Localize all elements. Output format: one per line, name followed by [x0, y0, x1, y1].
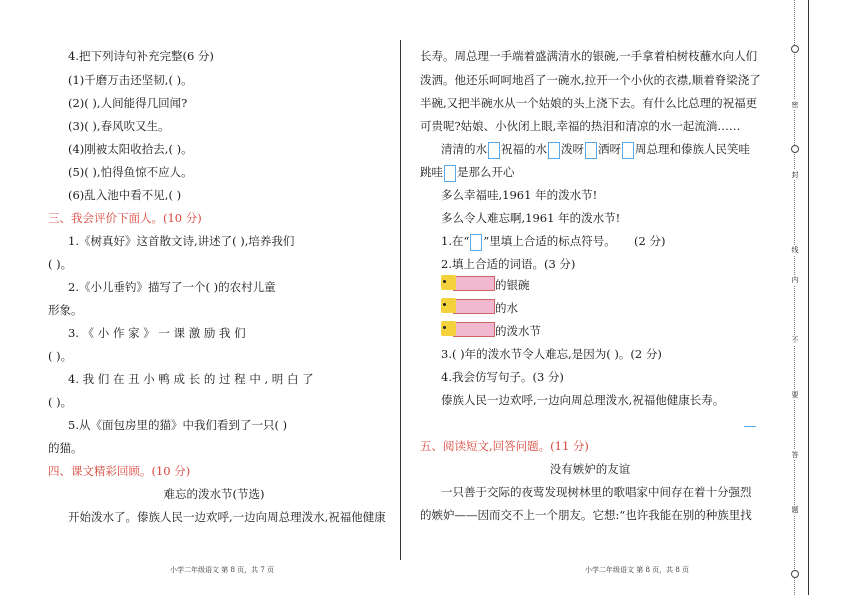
q4-item-6: (6)乱入池中看不见,( ) [68, 188, 182, 202]
sec3-line-2: ( )。 [48, 257, 73, 271]
q1-text: ”里填上合适的标点符号。 [483, 234, 616, 248]
sec3-line-3: 2.《小儿垂钓》描写了一个( )的农村儿童 [68, 280, 276, 294]
answer-line [744, 426, 756, 427]
punct-box[interactable] [444, 165, 456, 182]
para-line-4: 可贵呢?姑娘、小伙闭上眼,幸福的热泪和清凉的水一起流淌…… [420, 119, 741, 133]
binding-char: 答 [791, 451, 799, 459]
q4-item-3: (3)( ),春风吹又生。 [68, 119, 170, 133]
para-line-1: 长寿。周总理一手端着盛满清水的银碗,一手拿着柏树枝蘸水向人们 [420, 49, 758, 63]
punct-box[interactable] [548, 142, 560, 159]
para-line-3: 半碗,又把半碗水从一个姑娘的头上浇下去。有什么比总理的祝福更 [420, 96, 758, 110]
fill-part: 泼呀 [561, 142, 584, 156]
fill-line-1 [441, 141, 750, 159]
q4-item-4: (4)刚被太阳收拾去,( )。 [68, 142, 193, 156]
question-3: 3.( )年的泼水节令人难忘,是因为( )。(2 分) [441, 347, 662, 361]
story-title: 没有嫉妒的友谊 [549, 462, 631, 476]
binding-char: 不 [791, 336, 799, 344]
sec3-line-5: 3. 《 小 作 家 》 一 课 激 励 我 们 [68, 326, 246, 340]
binding-char: 内 [791, 276, 799, 284]
binding-char: 题 [791, 506, 799, 514]
q4-title: 4.把下列诗句补充完整(6 分) [68, 49, 214, 63]
binding-char: 密 [791, 101, 799, 109]
binding-hole-icon [791, 45, 799, 53]
fill-part: 祝福的水 [501, 142, 547, 156]
footer-right: 小学二年级语文 第 8 页，共 8 页 [585, 566, 690, 574]
memorable-line: 多么令人难忘啊,1961 年的泼水节! [441, 211, 621, 225]
tag-icon [441, 298, 456, 313]
q1-score: (2 分) [634, 234, 666, 248]
passage-line: 开始泼水了。傣族人民一边欢呼,一边向周总理泼水,祝福他健康 [68, 510, 386, 524]
q2-item-3: 的泼水节 [495, 324, 541, 338]
question-2: 2.填上合适的词语。(3 分) [441, 257, 576, 271]
binding-char: 要 [791, 391, 799, 399]
fill-part: 是那么开心 [457, 165, 515, 179]
sec3-line-6: ( )。 [48, 349, 73, 363]
sec3-line-1: 1.《树真好》这首散文诗,讲述了( ),培养我们 [68, 234, 295, 248]
word-tag-1[interactable] [441, 275, 493, 290]
punct-box[interactable] [470, 234, 482, 251]
binding-hole-icon [791, 145, 799, 153]
binding-char: 封 [791, 171, 799, 179]
q4-item-2: (2)( ),人间能得几回闻? [68, 96, 188, 110]
q4-item-5: (5)( ),怕得鱼惊不应人。 [68, 165, 193, 179]
sec3-line-7: 4. 我 们 在 丑 小 鸭 成 长 的 过 程 中 , 明 白 了 [68, 372, 314, 386]
q2-item-2: 的水 [495, 301, 518, 315]
section-4-title: 四、课文精彩回顾。(10 分) [48, 464, 191, 478]
footer-left: 小学二年级语文 第 8 页，共 7 页 [170, 566, 275, 574]
punct-box[interactable] [622, 142, 634, 159]
tag-icon [441, 275, 456, 290]
happy-line: 多么幸福哇,1961 年的泼水节! [441, 188, 598, 202]
q1-text: 1.在“ [441, 234, 470, 248]
question-1 [441, 233, 665, 251]
story-line-2: 的嫉妒——因而交不上一个朋友。它想:“也许我能在别的种族里找 [420, 508, 752, 522]
q4-item-1: (1)千磨万击还坚韧,( )。 [68, 73, 193, 87]
binding-solid-line [808, 0, 809, 595]
fill-part: 周总理和傣族人民笑哇 [635, 142, 750, 156]
passage-title: 难忘的泼水节(节选) [163, 487, 265, 501]
word-tag-3[interactable] [441, 321, 493, 336]
fill-part: 跳哇 [420, 165, 443, 179]
section-3-title: 三、我会评价下面人。(10 分) [48, 211, 202, 225]
story-line-1: 一只善于交际的夜莺发现树林里的歌唱家中间存在着十分强烈 [441, 485, 752, 499]
q2-item-1: 的银碗 [495, 278, 530, 292]
fill-part: 洒呀 [598, 142, 621, 156]
q4-example: 傣族人民一边欢呼,一边向周总理泼水,祝福他健康长寿。 [441, 393, 725, 407]
punct-box[interactable] [585, 142, 597, 159]
punct-box[interactable] [488, 142, 500, 159]
para-line-2: 泼洒。他还乐呵呵地舀了一碗水,拉开一个小伙的衣襟,顺着脊梁浇了 [420, 73, 761, 87]
sec3-line-10: 的猫。 [48, 441, 83, 455]
section-5-title: 五、阅读短文,回答问题。(11 分) [420, 439, 589, 453]
binding-char: 线 [791, 246, 799, 254]
fill-line-2 [420, 164, 515, 182]
question-4: 4.我会仿写句子。(3 分) [441, 370, 564, 384]
word-tag-2[interactable] [441, 298, 493, 313]
sec3-line-9: 5.从《面包房里的猫》中我们看到了一只( ) [68, 418, 288, 432]
tag-icon [441, 321, 456, 336]
fill-part: 清清的水 [441, 142, 487, 156]
sec3-line-8: ( )。 [48, 395, 73, 409]
column-divider [400, 40, 401, 560]
sec3-line-4: 形象。 [48, 303, 83, 317]
binding-hole-icon [791, 570, 799, 578]
